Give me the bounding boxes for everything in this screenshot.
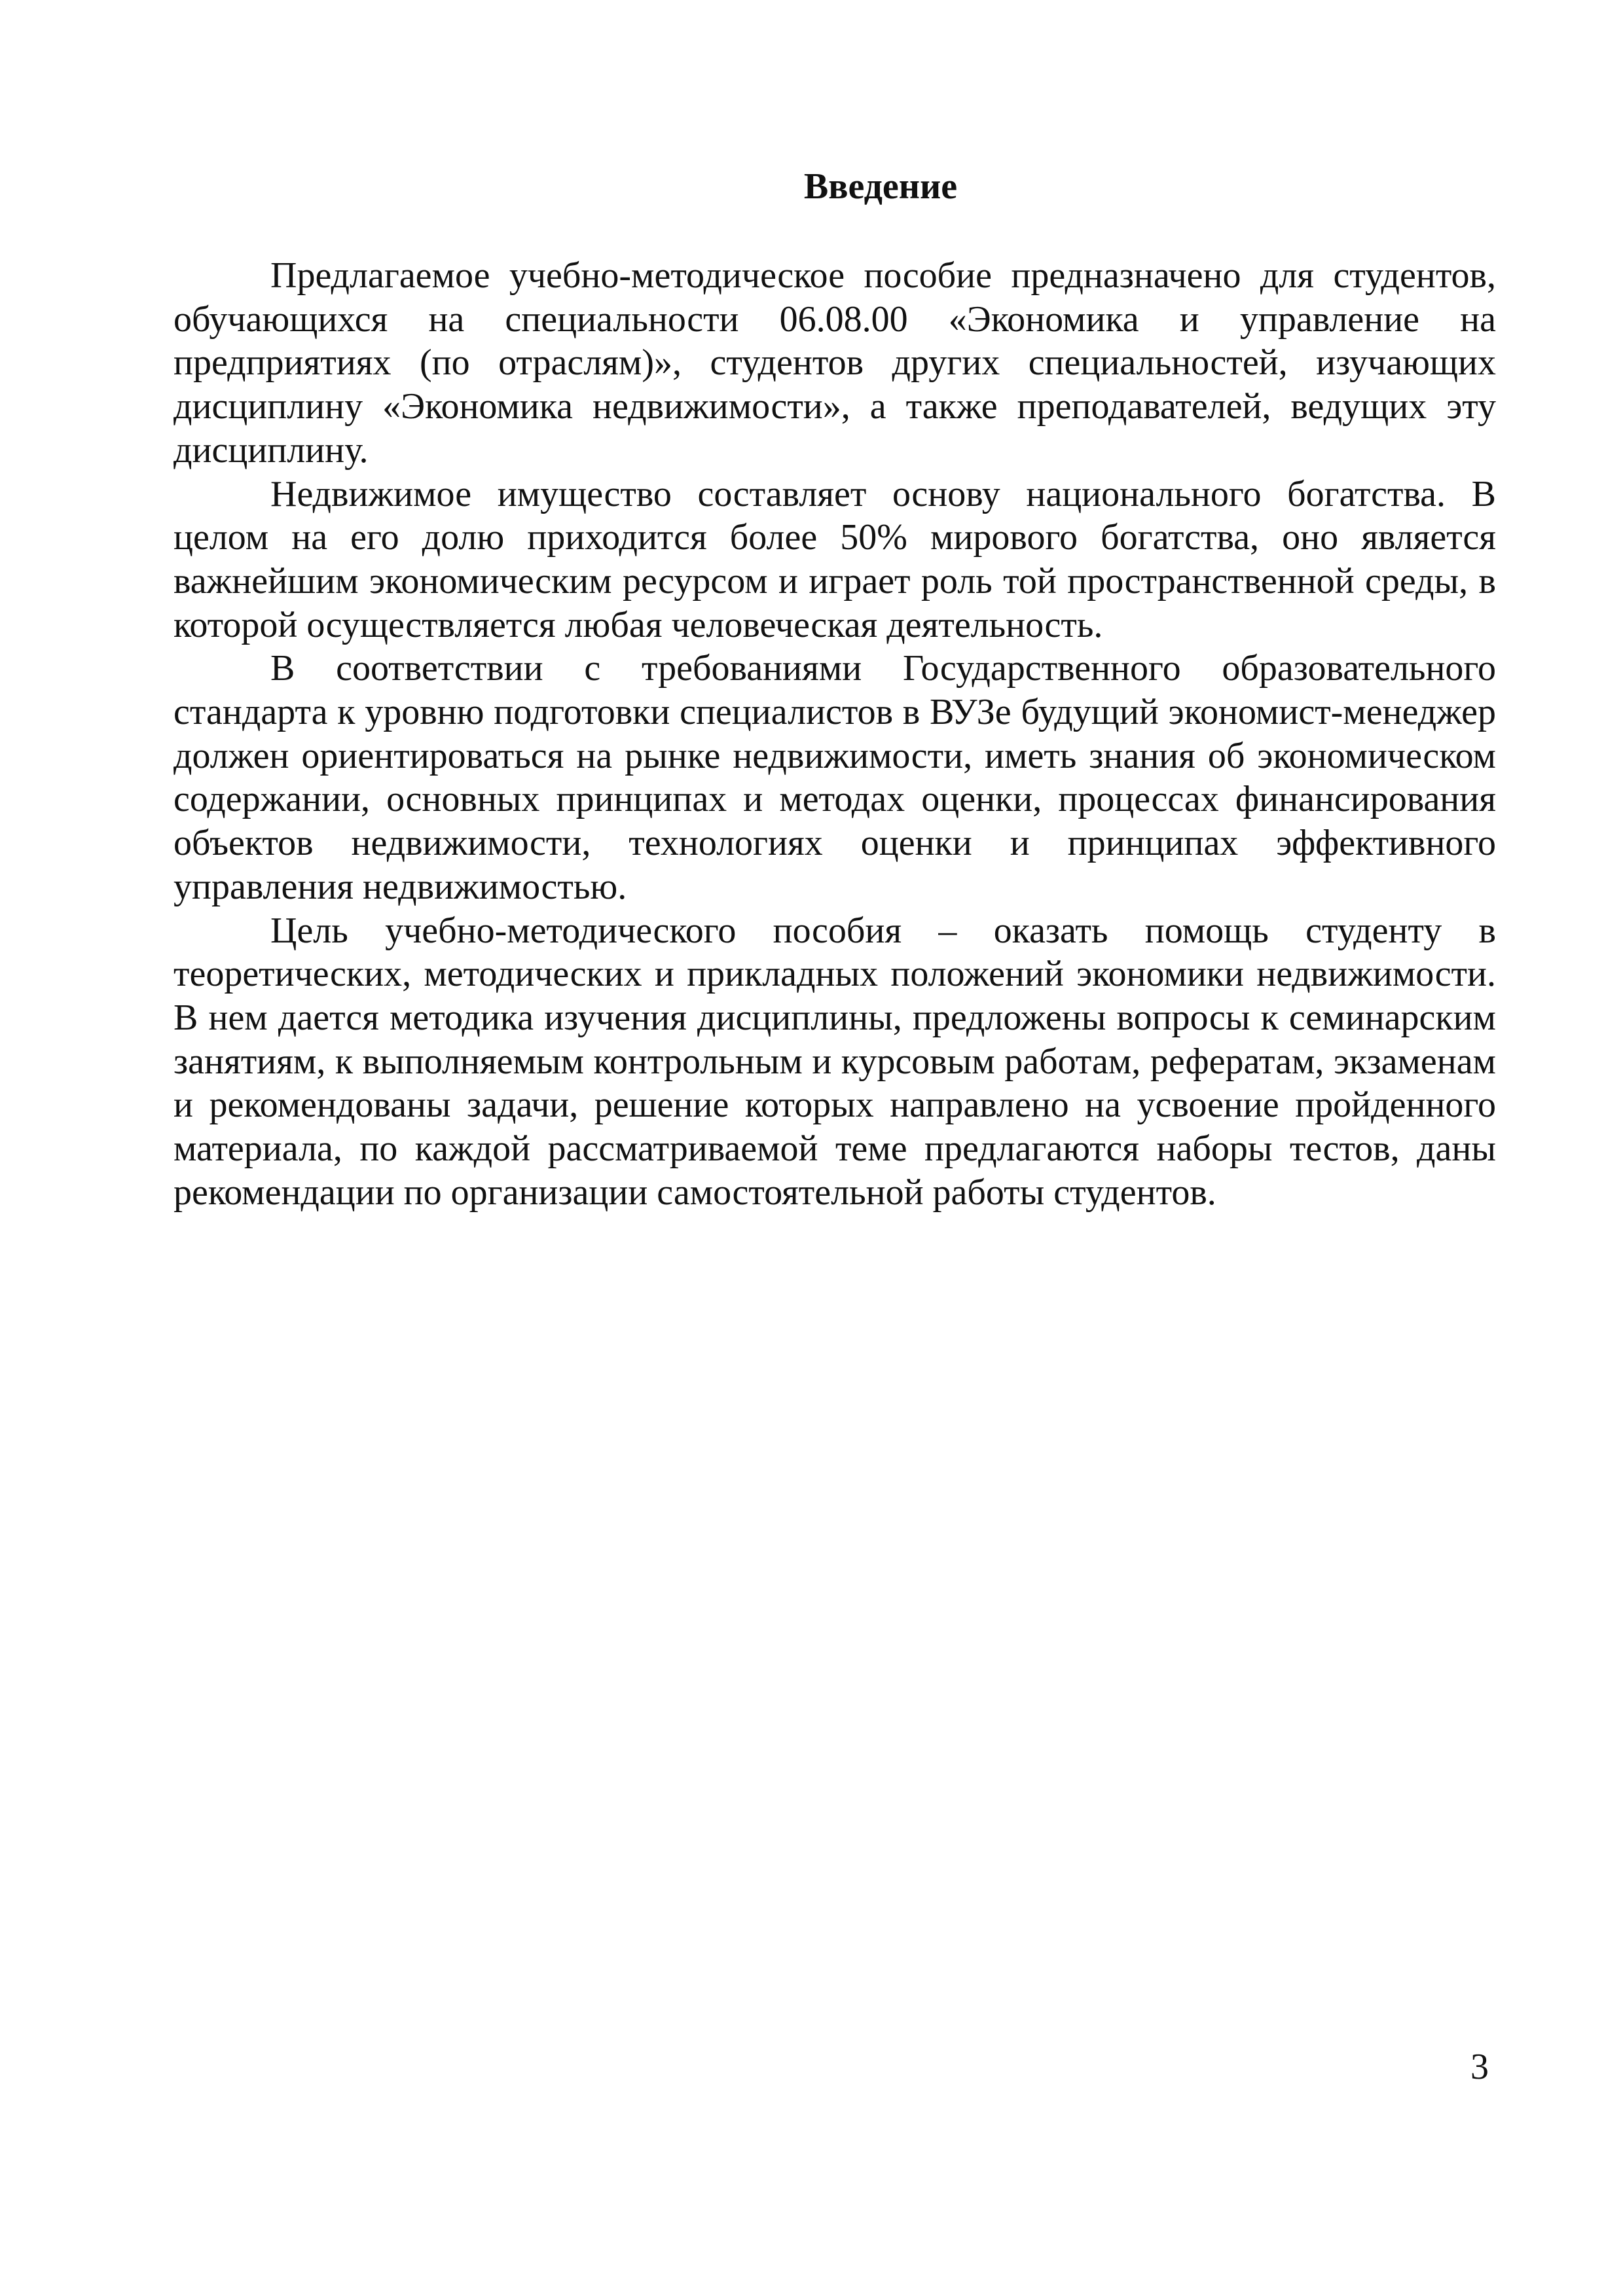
paragraph-purpose: Предлагаемое учебно-методическое пособие предназначено для студентов, обучающихся на специальности 06.08.00 «Экономика и управление на предприятиях (по отраслям)», студентов других специальностей, изучающих дисциплину «Экономика недвижимости», а также преподавателей, ведущих эту дисциплину.: [173, 255, 1496, 471]
paragraph-goal: Цель учебно-методического пособия – оказать помощь студенту в теоретических, методических и прикладных положений экономики недвижимости. В нем дается методика изучения дисциплины, предложены вопросы к семинарским занятиям, к выполняемым контрольным и курсовым работам, рефератам, экзаменам и рекомендованы задачи, решение которых направлено на усвоение пройденного материала, по каждой рассматриваемой теме предлагаются наборы тестов, даны рекомендации по организации самостоятельной работы студентов.: [173, 910, 1496, 1213]
paragraph-real-estate: Недвижимое имущество составляет основу национального богатства. В целом на его долю приходится более 50% мирового богатства, оно является важнейшим экономическим ресурсом и играет роль той пространственной среды, в которой осуществляется любая человеческая деятельность.: [173, 473, 1496, 645]
paragraph-standard: В соответствии с требованиями Государственного образовательного стандарта к уровню подготовки специалистов в ВУЗе будущий экономист-менеджер должен ориентироваться на рынке недвижимости, иметь знания об экономическом содержании, основных принципах и методах оценки, процессах финансирования объектов недвижимости, технологиях оценки и принципах эффективного управления недвижимостью.: [173, 648, 1496, 907]
page-number: 3: [1470, 2047, 1489, 2087]
page-title: Введение: [803, 166, 958, 207]
body-text: [173, 254, 1496, 1214]
